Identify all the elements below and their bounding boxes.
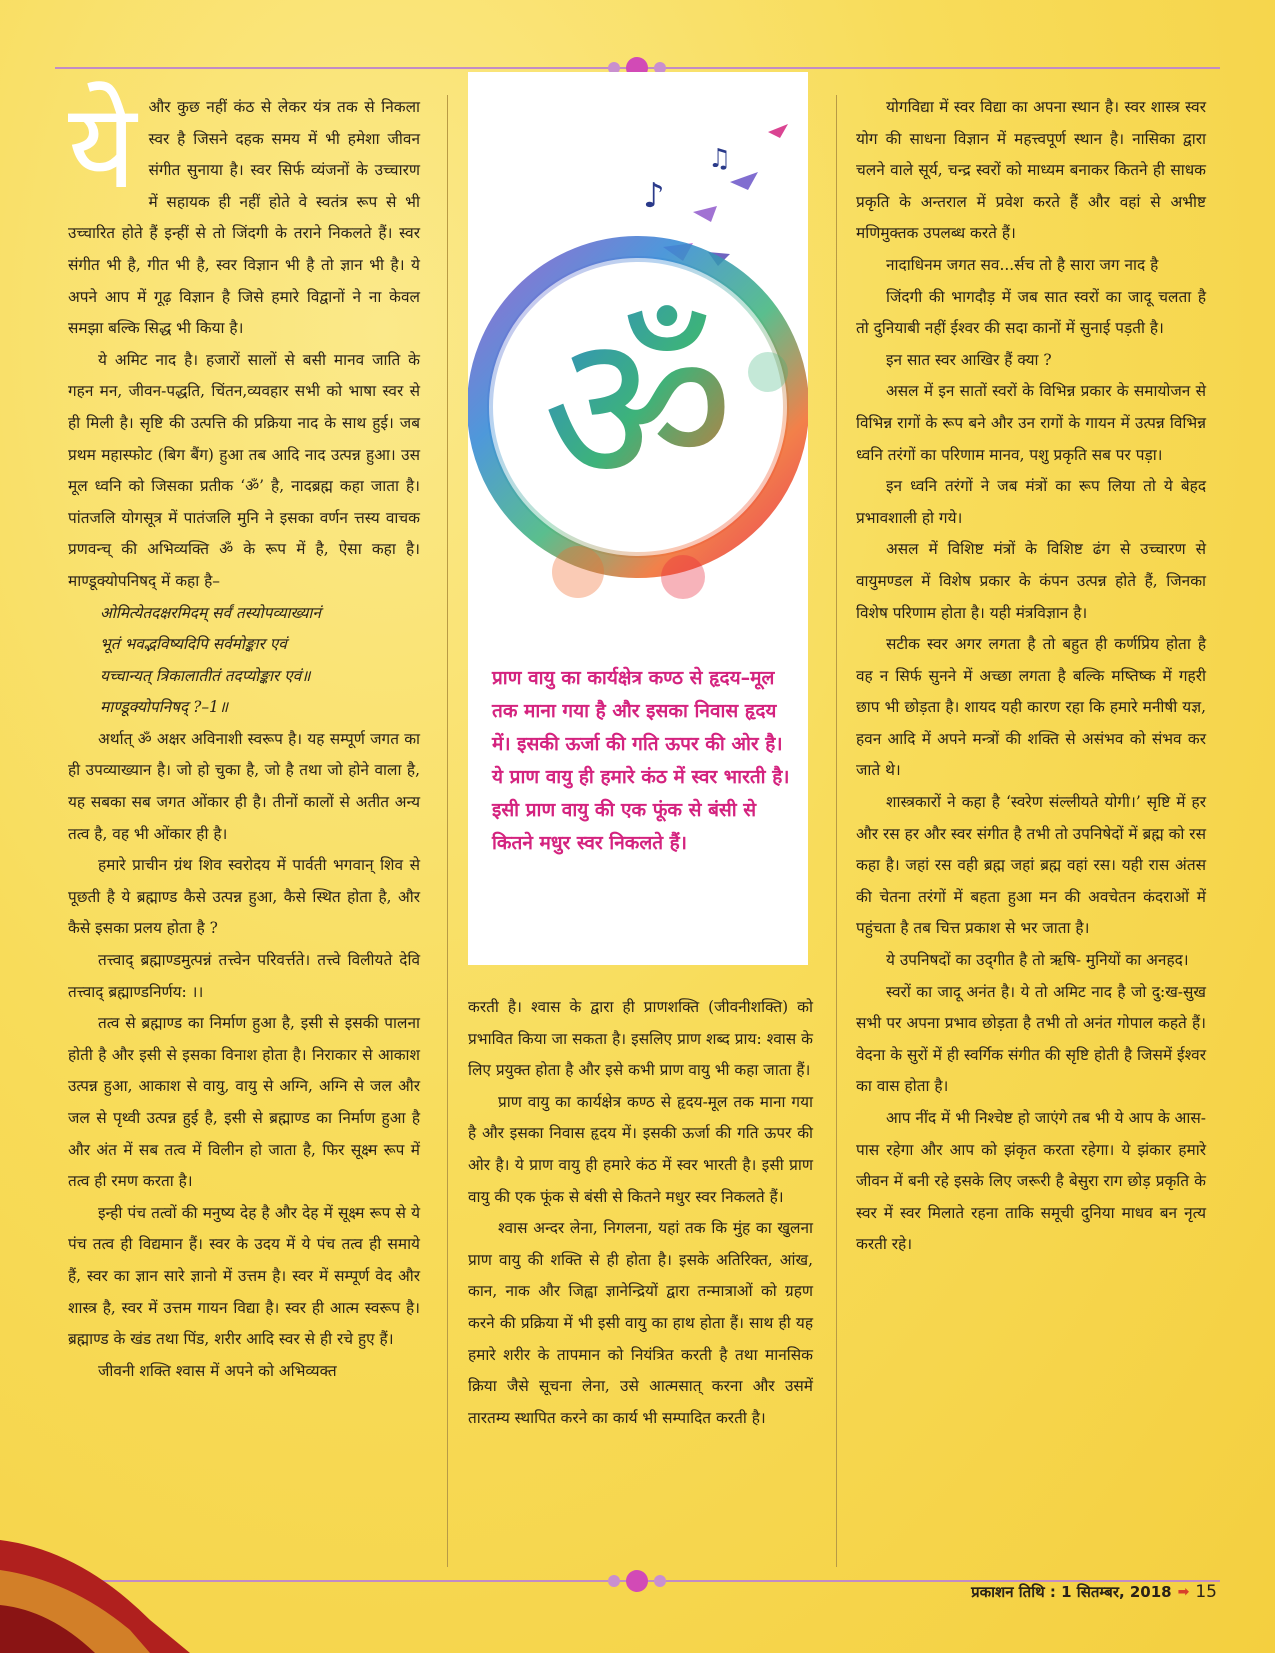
paragraph: इन सात स्वर आखिर हैं क्या ? xyxy=(886,350,1052,369)
om-illustration-panel xyxy=(468,72,808,965)
column-3 xyxy=(856,92,1206,1261)
column-divider-left xyxy=(447,95,448,1567)
paragraph: जिंदगी की भागदौड़ में जब सात स्वरों का जादू चलता है तो दुनियाबी नहीं ईश्वर की सदा कानों में सुनाई पड़ती है। xyxy=(856,287,1206,338)
paragraph: तत्व से ब्रह्माण्ड का निर्माण हुआ है, इसी से इसकी पालना होती है और इसी से इसका विनाश होता है। निराकार से आकाश उत्पन्न हुआ, आकाश से वायु, वायु से अग्नि, अग्नि से जल और जल से पृथ्वी उत्पन्न हुई है, इसी से ब्रह्माण्ड का निर्माण हुआ है और अंत में सब तत्व में विलीन हो जाता है, फिर सूक्ष्म रूप में तत्व ही रमण करता है। xyxy=(68,1014,420,1191)
pull-quote: प्राण वायु का कार्यक्षेत्र कण्ठ से हृदय–मूल तक माना गया है और इसका निवास हृदय में। इसकी ऊर्जा की गति ऊपर की ओर है। ये प्राण वायु ही हमारे कंठ में स्वर भारती है। इसी प्राण वायु की एक फूंक से बंसी से कितने मधुर स्वर निकलते हैं। xyxy=(492,667,790,854)
paragraph: शास्त्रकारों ने कहा है ‘स्वरेण संल्लीयते योगी।’ सृष्टि में हर और रस हर और स्वर संगीत है तभी तो उपनिषेदों में ब्रह्म को रस कहा है। जहां रस वही ब्रह्म जहां ब्रह्म वहां रस। यही रास अंतस की चेतना तरंगों में बहता हुआ मन की अवचेतन कंदराओं में पहुंचता है तब चित्त प्रकाश से भर जाता है। xyxy=(856,793,1206,938)
paragraph: हमारे प्राचीन ग्रंथ शिव स्वरोदय में पार्वती भगवान् शिव से पूछती है ये ब्रह्माण्ड कैसे उत्पन्न हुआ, कैसे स्थित होता है, और कैसे इसका प्रलय होता है ? xyxy=(68,856,420,938)
paragraph: असल में विशिष्ट मंत्रों के विशिष्ट ढंग से उच्चारण से वायुमण्डल में विशेष प्रकार के कंपन उत्पन्न होते हैं, जिनका विशेष परिणाम होता है। यही मंत्रविज्ञान है। xyxy=(856,540,1206,622)
paragraph: नादाधिनम जगत सव...र्सच तो है सारा जग नाद है xyxy=(886,255,1159,274)
sari-corner-decoration xyxy=(0,1510,210,1653)
page-footer xyxy=(971,1582,1217,1602)
verse-line: ओमित्येतदक्षरमिदम् सर्वं तस्योपव्याख्यानं xyxy=(100,603,321,622)
drop-cap: ये xyxy=(68,77,137,215)
paragraph: आप नींद में भी निश्चेष्ट हो जाएंगे तब भी ये आप के आस- पास रहेगा और आप को झंकृत करता रहेगा। ये झंकार हमारे जीवन में बनी रहे इसके लिए जरूरी है बेसुरा राग छोड़ प्रकृति के स्वर में स्वर मिलाते रहना ताकि समूची दुनिया माधव बन नृत्य करती रहे। xyxy=(856,1109,1206,1254)
page-number: 15 xyxy=(1195,1582,1217,1602)
verse-line: माण्डूक्योपनिषद् ?–1॥ xyxy=(100,698,229,717)
verse-line: यच्चान्यत् त्रिकालातीतं तदप्योङ्कार एवं॥ xyxy=(100,666,311,685)
column-2 xyxy=(468,992,813,1434)
column-divider-right xyxy=(836,95,837,1567)
paragraph: अर्थात् ॐ अक्षर अविनाशी स्वरूप है। यह सम्पूर्ण जगत का ही उपव्याख्यान है। जो हो चुका है, जो है तथा जो होने वाला है, यह सबका सब जगत ओंकार ही है। तीनों कालों से अतीत अन्य तत्व है, वह भी ओंकार ही है। xyxy=(68,729,420,843)
column-1 xyxy=(68,77,420,1387)
om-watercolor-icon xyxy=(468,72,808,652)
paragraph: प्राण वायु का कार्यक्षेत्र कण्ठ से हृदय-मूल तक माना गया है और इसका निवास हृदय में। इसकी ऊर्जा की गति ऊपर की ओर है। ये प्राण वायु ही हमारे कंठ में स्वर भारती है। इसी प्राण वायु की एक फूंक से बंसी से कितने मधुर स्वर निकलते हैं। xyxy=(468,1092,813,1206)
music-note-icon: ♫ xyxy=(708,144,732,174)
paragraph: तत्त्वाद् ब्रह्माण्डमुत्पन्नं तत्त्वेन परिवर्त्तते। तत्त्वे विलीयते देवि तत्त्वाद् ब्रह्माण्डनिर्णय: ।। xyxy=(68,951,420,1001)
bottom-ornament xyxy=(608,1570,666,1592)
paragraph: श्वास अन्दर लेना, निगलना, यहां तक कि मुंह का खुलना प्राण वायु की शक्ति से ही होता है। इसके अतिरिक्त, आंख, कान, नाक और जिह्वा ज्ञानेन्द्रियों द्वारा तन्मात्राओं को ग्रहण करने की प्रक्रिया में भी इसी वायु का हाथ होता हैं। साथ ही यह हमारे शरीर के तापमान को नियंत्रित करती है तथा मानसिक क्रिया जैसे सूचना लेना, उसे आत्मसात् करना और उसमें तारतम्य स्थापित करने का कार्य भी सम्पादित करती है। xyxy=(468,1219,813,1427)
paragraph: इन्ही पंच तत्वों की मनुष्य देह है और देह में सूक्ष्म रूप से ये पंच तत्व ही विद्यमान हैं। स्वर के उदय में ये पंच तत्व ही समाये हैं, स्वर का ज्ञान सारे ज्ञानो में उत्तम है। स्वर में सम्पूर्ण वेद और शास्त्र है, स्वर में उत्तम गायन विद्या है। स्वर ही आत्म स्वरूप है। ब्रह्माण्ड के खंड तथा पिंड, शरीर आदि स्वर से ही रचे हुए हैं। xyxy=(68,1203,420,1349)
publication-date: प्रकाशन तिथि : 1 सितम्बर, 2018 xyxy=(971,1583,1172,1601)
paragraph: स्वरों का जादू अनंत है। ये तो अमिट नाद है जो दु:ख-सुख सभी पर अपना प्रभाव छोड़ता है तभी तो अनंत गोपाल कहते हैं। वेदना के सुरों में ही स्वर्गिक संगीत की सृष्टि होती है जिसमें ईश्वर का वास होता है। xyxy=(856,982,1206,1096)
paragraph: और कुछ नहीं कंठ से लेकर यंत्र तक से निकला स्वर है जिसने दहक समय में भी हमेशा जीवन संगीत सुनाया है। स्वर सिर्फ व्यंजनों के उच्चारण में सहायक ही नहीं होते वे स्वतंत्र रूप से भी उच्चारित होते हैं इन्हीं से तो जिंदगी के तराने निकलते हैं। स्वर संगीत भी है, गीत भी है, स्वर विज्ञान भी है तो ज्ञान भी है। ये अपने आप में गूढ़ विज्ञान है जिसे हमारे विद्वानों ने ना केवल समझा बल्कि सिद्ध भी किया है। xyxy=(68,98,420,338)
paragraph: जीवनी शक्ति श्वास में अपने को अभिव्यक्त xyxy=(98,1361,337,1380)
paragraph: असल में इन सातों स्वरों के विभिन्न प्रकार के समायोजन से विभिन्न रागों के रूप बने और उन रागों के गायन में उत्पन्न विभिन्न ध्वनि तरंगों का परिणाम मानव, पशु प्रकृति सब पर पड़ा। xyxy=(856,382,1206,464)
verse-line: भूतं भवद्भविष्यदिपि सर्वमोङ्कार एवं xyxy=(100,635,287,654)
paragraph: ये उपनिषदों का उद्‌गीत है तो ऋषि- मुनियों का अनहद। xyxy=(886,951,1189,970)
paragraph: इन ध्वनि तरंगों ने जब मंत्रों का रूप लिया तो ये बेहद प्रभावशाली हो गये। xyxy=(856,477,1206,527)
paragraph: करती है। श्वास के द्वारा ही प्राणशक्ति (जीवनीशक्ति) को प्रभावित किया जा सकता है। इसलिए प्राण शब्द प्राय: श्वास के लिए प्रयुक्त होता है और इसे कभी प्राण वायु भी कहा जाता हैं। xyxy=(468,998,813,1080)
paragraph: सटीक स्वर अगर लगता है तो बहुत ही कर्णप्रिय होता है वह न सिर्फ सुनने में अच्छा लगता है बल्कि मष्तिष्क में गहरी छाप भी छोड़ता है। शायद यही कारण रहा कि हमारे मनीषी यज्ञ, हवन आदि में अपने मन्त्रों की शक्ति से असंभव को संभव कर जाते थे। xyxy=(856,635,1206,780)
paragraph: ये अमिट नाद है। हजारों सालों से बसी मानव जाति के गहन मन, जीवन-पद्धति, चिंतन,व्यवहार सभी को भाषा स्वर से ही मिली है। सृष्टि की उत्पत्ति की प्रक्रिया नाद के साथ हुई। जब प्रथम महास्फोट (बिग बैंग) हुआ तब आदि नाद उत्पन्न हुआ। उस मूल ध्वनि को जिसका प्रतीक ‘ॐ’ है, नादब्रह्म कहा जाता है। पांतजलि योगसूत्र में पातंजलि मुनि ने इसका वर्णन त्तस्य वाचक प्रणवन्च् की अभिव्यक्ति ॐ के रूप में है, ऐसा कहा है। माण्डूक्योपनिषद् में कहा है– xyxy=(68,350,420,590)
music-note-icon: ♪ xyxy=(643,176,665,216)
paragraph: योगविद्या में स्वर विद्या का अपना स्थान है। स्वर शास्त्र स्वर योग की साधना विज्ञान में महत्त्वपूर्ण स्थान है। नासिका द्वारा चलने वाले सूर्य, चन्द्र स्वरों को माध्यम बनाकर कितने ही साधक प्रकृति के अन्तराल में प्रवेश करते हैं और वहां से अभीष्ट मणिमुक्तक उपलब्ध करते हैं। xyxy=(856,98,1206,243)
arrow-icon: ➡ xyxy=(1177,1584,1190,1600)
svg-text:ॐ: ॐ xyxy=(542,287,734,532)
